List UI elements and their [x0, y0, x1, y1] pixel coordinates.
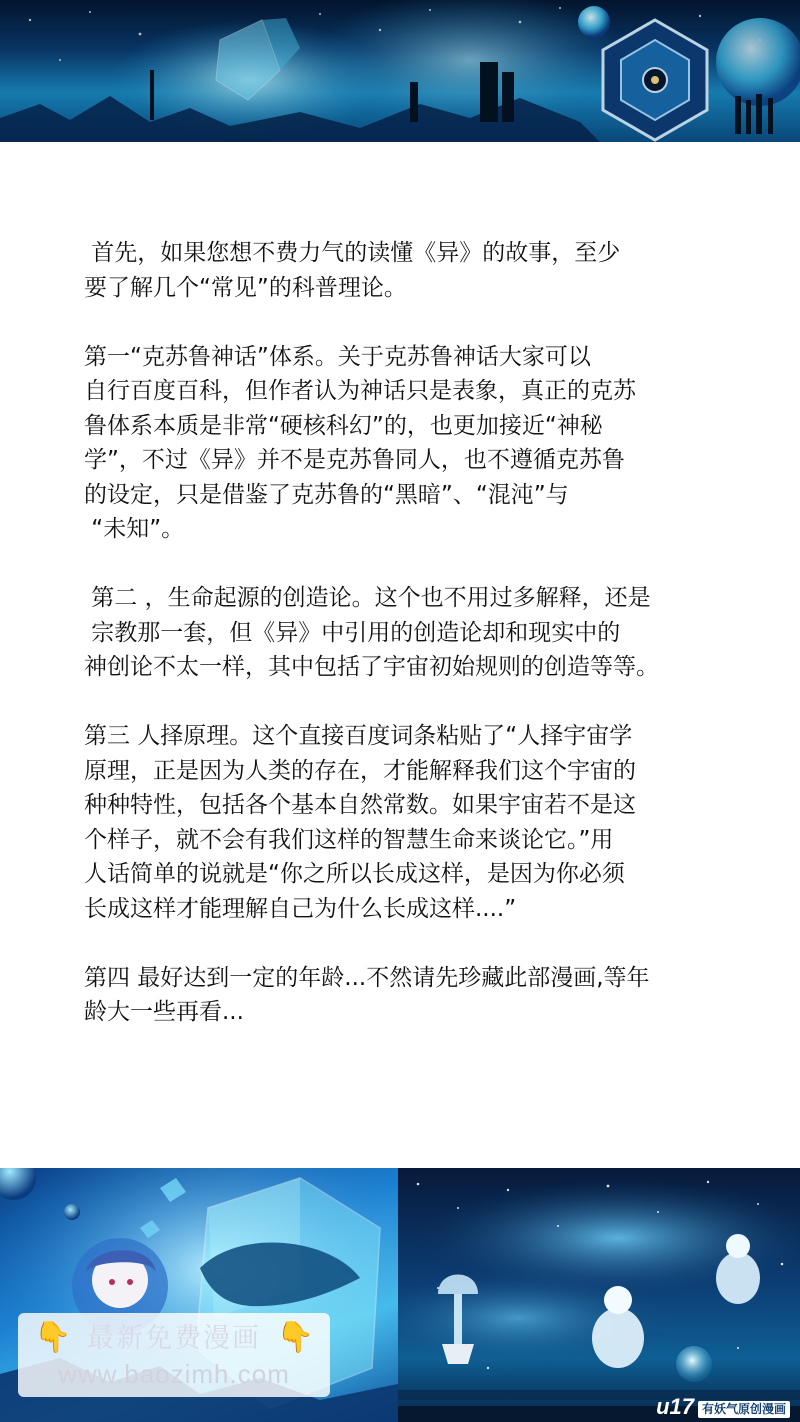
article-line: 个样子，就不会有我们这样的智慧生命来谈论它。”用 [84, 826, 614, 853]
article-line: 原理，正是因为人类的存在，才能解释我们这个宇宙的 [84, 757, 636, 784]
u17-logo-tag: 有妖气原创漫画 [698, 1401, 790, 1418]
article-paragraph [84, 236, 724, 305]
article-line: 首先，如果您想不费力气的读懂《异》的故事，至少 [84, 240, 621, 266]
bottom-right-illustration [398, 1168, 800, 1422]
article-line: 第四 最好达到一定的年龄...不然请先珍藏此部漫画,等年 [84, 964, 650, 991]
top-banner-illustration [0, 0, 800, 142]
watermark-banner [18, 1313, 330, 1397]
article-line: “未知”。 [84, 516, 185, 542]
pointing-down-icon: 👇 [34, 1320, 72, 1355]
article-line: 宗教那一套，但《异》中引用的创造论却和现实中的 [84, 619, 621, 646]
pointing-down-icon: 👇 [276, 1320, 314, 1355]
article-paragraph [84, 581, 724, 685]
watermark-title: 最新免费漫画 [87, 1323, 261, 1354]
article-paragraph [84, 340, 724, 547]
article-line: 要了解几个“常见”的科普理论。 [84, 274, 407, 301]
article-line: 学”，不过《异》并不是克苏鲁同人，也不遵循克苏鲁 [84, 447, 625, 473]
article-line: 自行百度百科，但作者认为神话只是表象，真正的克苏 [84, 378, 636, 404]
u17-logo [656, 1396, 790, 1418]
space-scene [398, 1168, 800, 1422]
article-paragraph [84, 961, 724, 1030]
article-line: 人话简单的说就是“你之所以长成这样，是因为你必须 [84, 861, 625, 887]
article-line: 神创论不太一样，其中包括了宇宙初始规则的创造等等。 [84, 654, 659, 680]
article-line: 第二 ，生命起源的创造论。这个也不用过多解释，还是 [84, 585, 651, 611]
article-line: 第一“克苏鲁神话”体系。关于克苏鲁神话大家可以 [84, 343, 591, 370]
article-line: 长成这样才能理解自己为什么长成这样....” [84, 895, 517, 922]
banner-scene [0, 0, 800, 142]
article-line: 鲁体系本质是非常“硬核科幻”的，也更加接近“神秘 [84, 412, 603, 439]
article-line: 的设定，只是借鉴了克苏鲁的“黑暗”、“混沌”与 [84, 481, 569, 508]
article-line: 第三 人择原理。这个直接百度词条粘贴了“人择宇宙学 [84, 723, 633, 749]
article-line: 种种特性，包括各个基本自然常数。如果宇宙若不是这 [84, 792, 636, 818]
article-body [84, 236, 724, 1064]
watermark-url: www.baozimh.com [58, 1359, 290, 1389]
u17-logo-mark: u17 [656, 1394, 694, 1419]
article-line: 龄大一些再看... [84, 999, 244, 1025]
article-paragraph [84, 719, 724, 926]
